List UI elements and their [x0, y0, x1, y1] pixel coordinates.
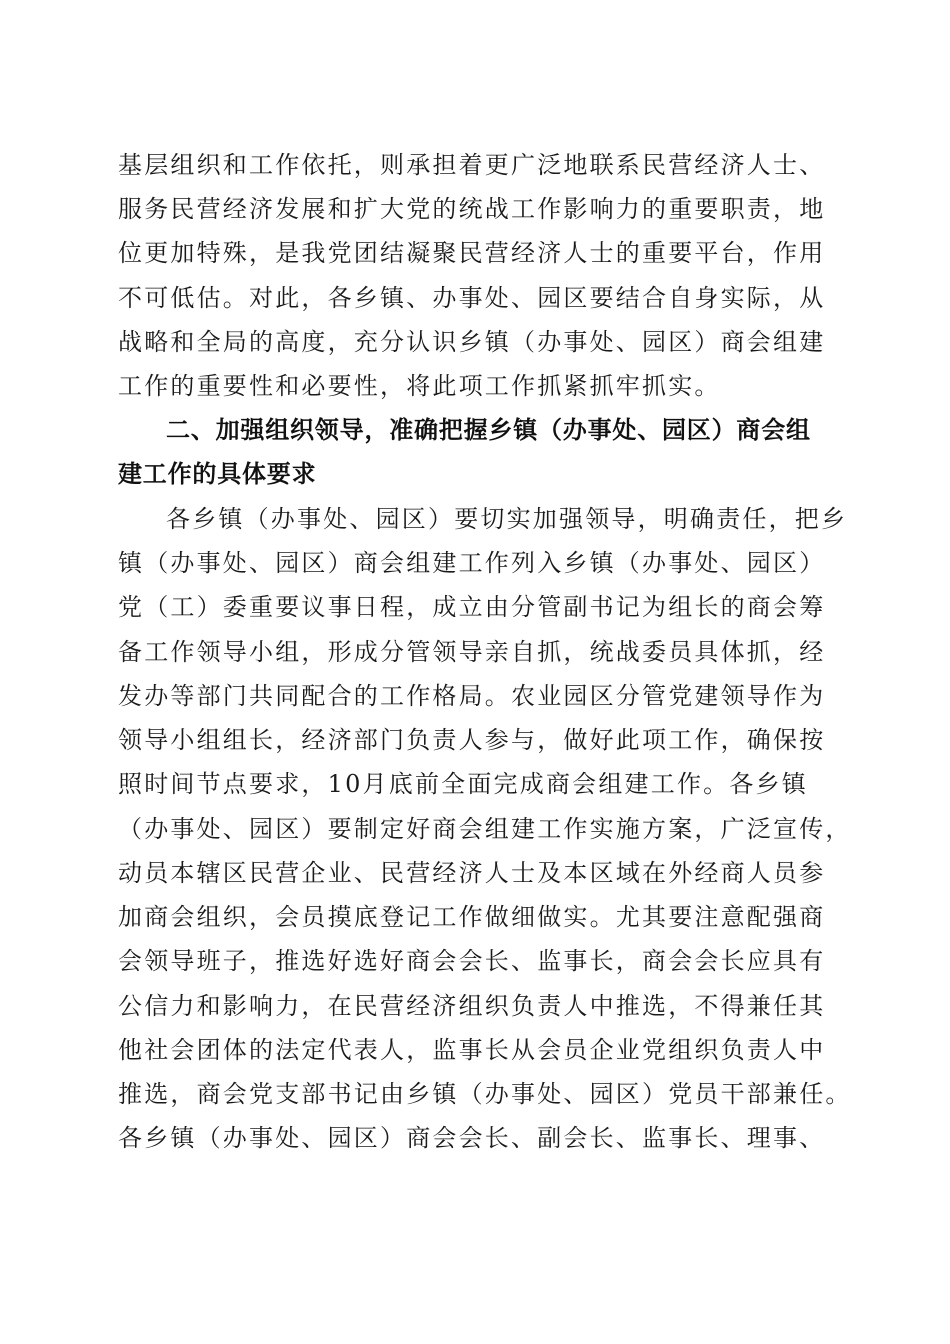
body-line: 动员本辖区民营企业、民营经济人士及本区域在外经商人员参 — [118, 859, 826, 887]
body-line: 镇（办事处、园区）商会组建工作列入乡镇（办事处、园区） — [118, 549, 826, 577]
body-line: 服务民营经济发展和扩大党的统战工作影响力的重要职责，地 — [118, 195, 826, 223]
body-line: 推选，商会党支部书记由乡镇（办事处、园区）党员干部兼任。 — [118, 1080, 852, 1108]
body-line: 会领导班子，推选好选好商会会长、监事长，商会会长应具有 — [118, 947, 826, 975]
body-line: 各乡镇（办事处、园区）商会会长、副会长、监事长、理事、 — [118, 1124, 826, 1152]
body-line: （办事处、园区）要制定好商会组建工作实施方案，广泛宣传， — [118, 815, 852, 843]
section-heading-continued: 建工作的具体要求 — [118, 460, 317, 488]
body-line: 基层组织和工作依托，则承担着更广泛地联系民营经济人士、 — [118, 151, 826, 179]
body-line: 位更加特殊，是我党团结凝聚民营经济人士的重要平台，作用 — [118, 239, 826, 267]
body-line: 领导小组组长，经济部门负责人参与，做好此项工作，确保按 — [118, 726, 826, 754]
body-line: 战略和全局的高度，充分认识乡镇（办事处、园区）商会组建 — [118, 328, 826, 356]
paragraph-first-line: 各乡镇（办事处、园区）要切实加强领导，明确责任，把乡 — [166, 505, 848, 533]
body-line: 他社会团体的法定代表人，监事长从会员企业党组织负责人中 — [118, 1036, 826, 1064]
body-line: 发办等部门共同配合的工作格局。农业园区分管党建领导作为 — [118, 682, 826, 710]
body-line: 公信力和影响力，在民营经济组织负责人中推选，不得兼任其 — [118, 992, 826, 1020]
body-line: 工作的重要性和必要性，将此项工作抓紧抓牢抓实。 — [118, 372, 721, 400]
section-heading: 二、加强组织领导，准确把握乡镇（办事处、园区）商会组 — [166, 416, 811, 444]
body-line: 加商会组织，会员摸底登记工作做细做实。尤其要注意配强商 — [118, 903, 826, 931]
body-line: 不可低估。对此，各乡镇、办事处、园区要结合自身实际，从 — [118, 284, 826, 312]
body-line: 照时间节点要求，10月底前全面完成商会组建工作。各乡镇 — [118, 770, 808, 798]
body-line: 党（工）委重要议事日程，成立由分管副书记为组长的商会筹 — [118, 593, 826, 621]
body-line: 备工作领导小组，形成分管领导亲自抓，统战委员具体抓，经 — [118, 638, 826, 666]
